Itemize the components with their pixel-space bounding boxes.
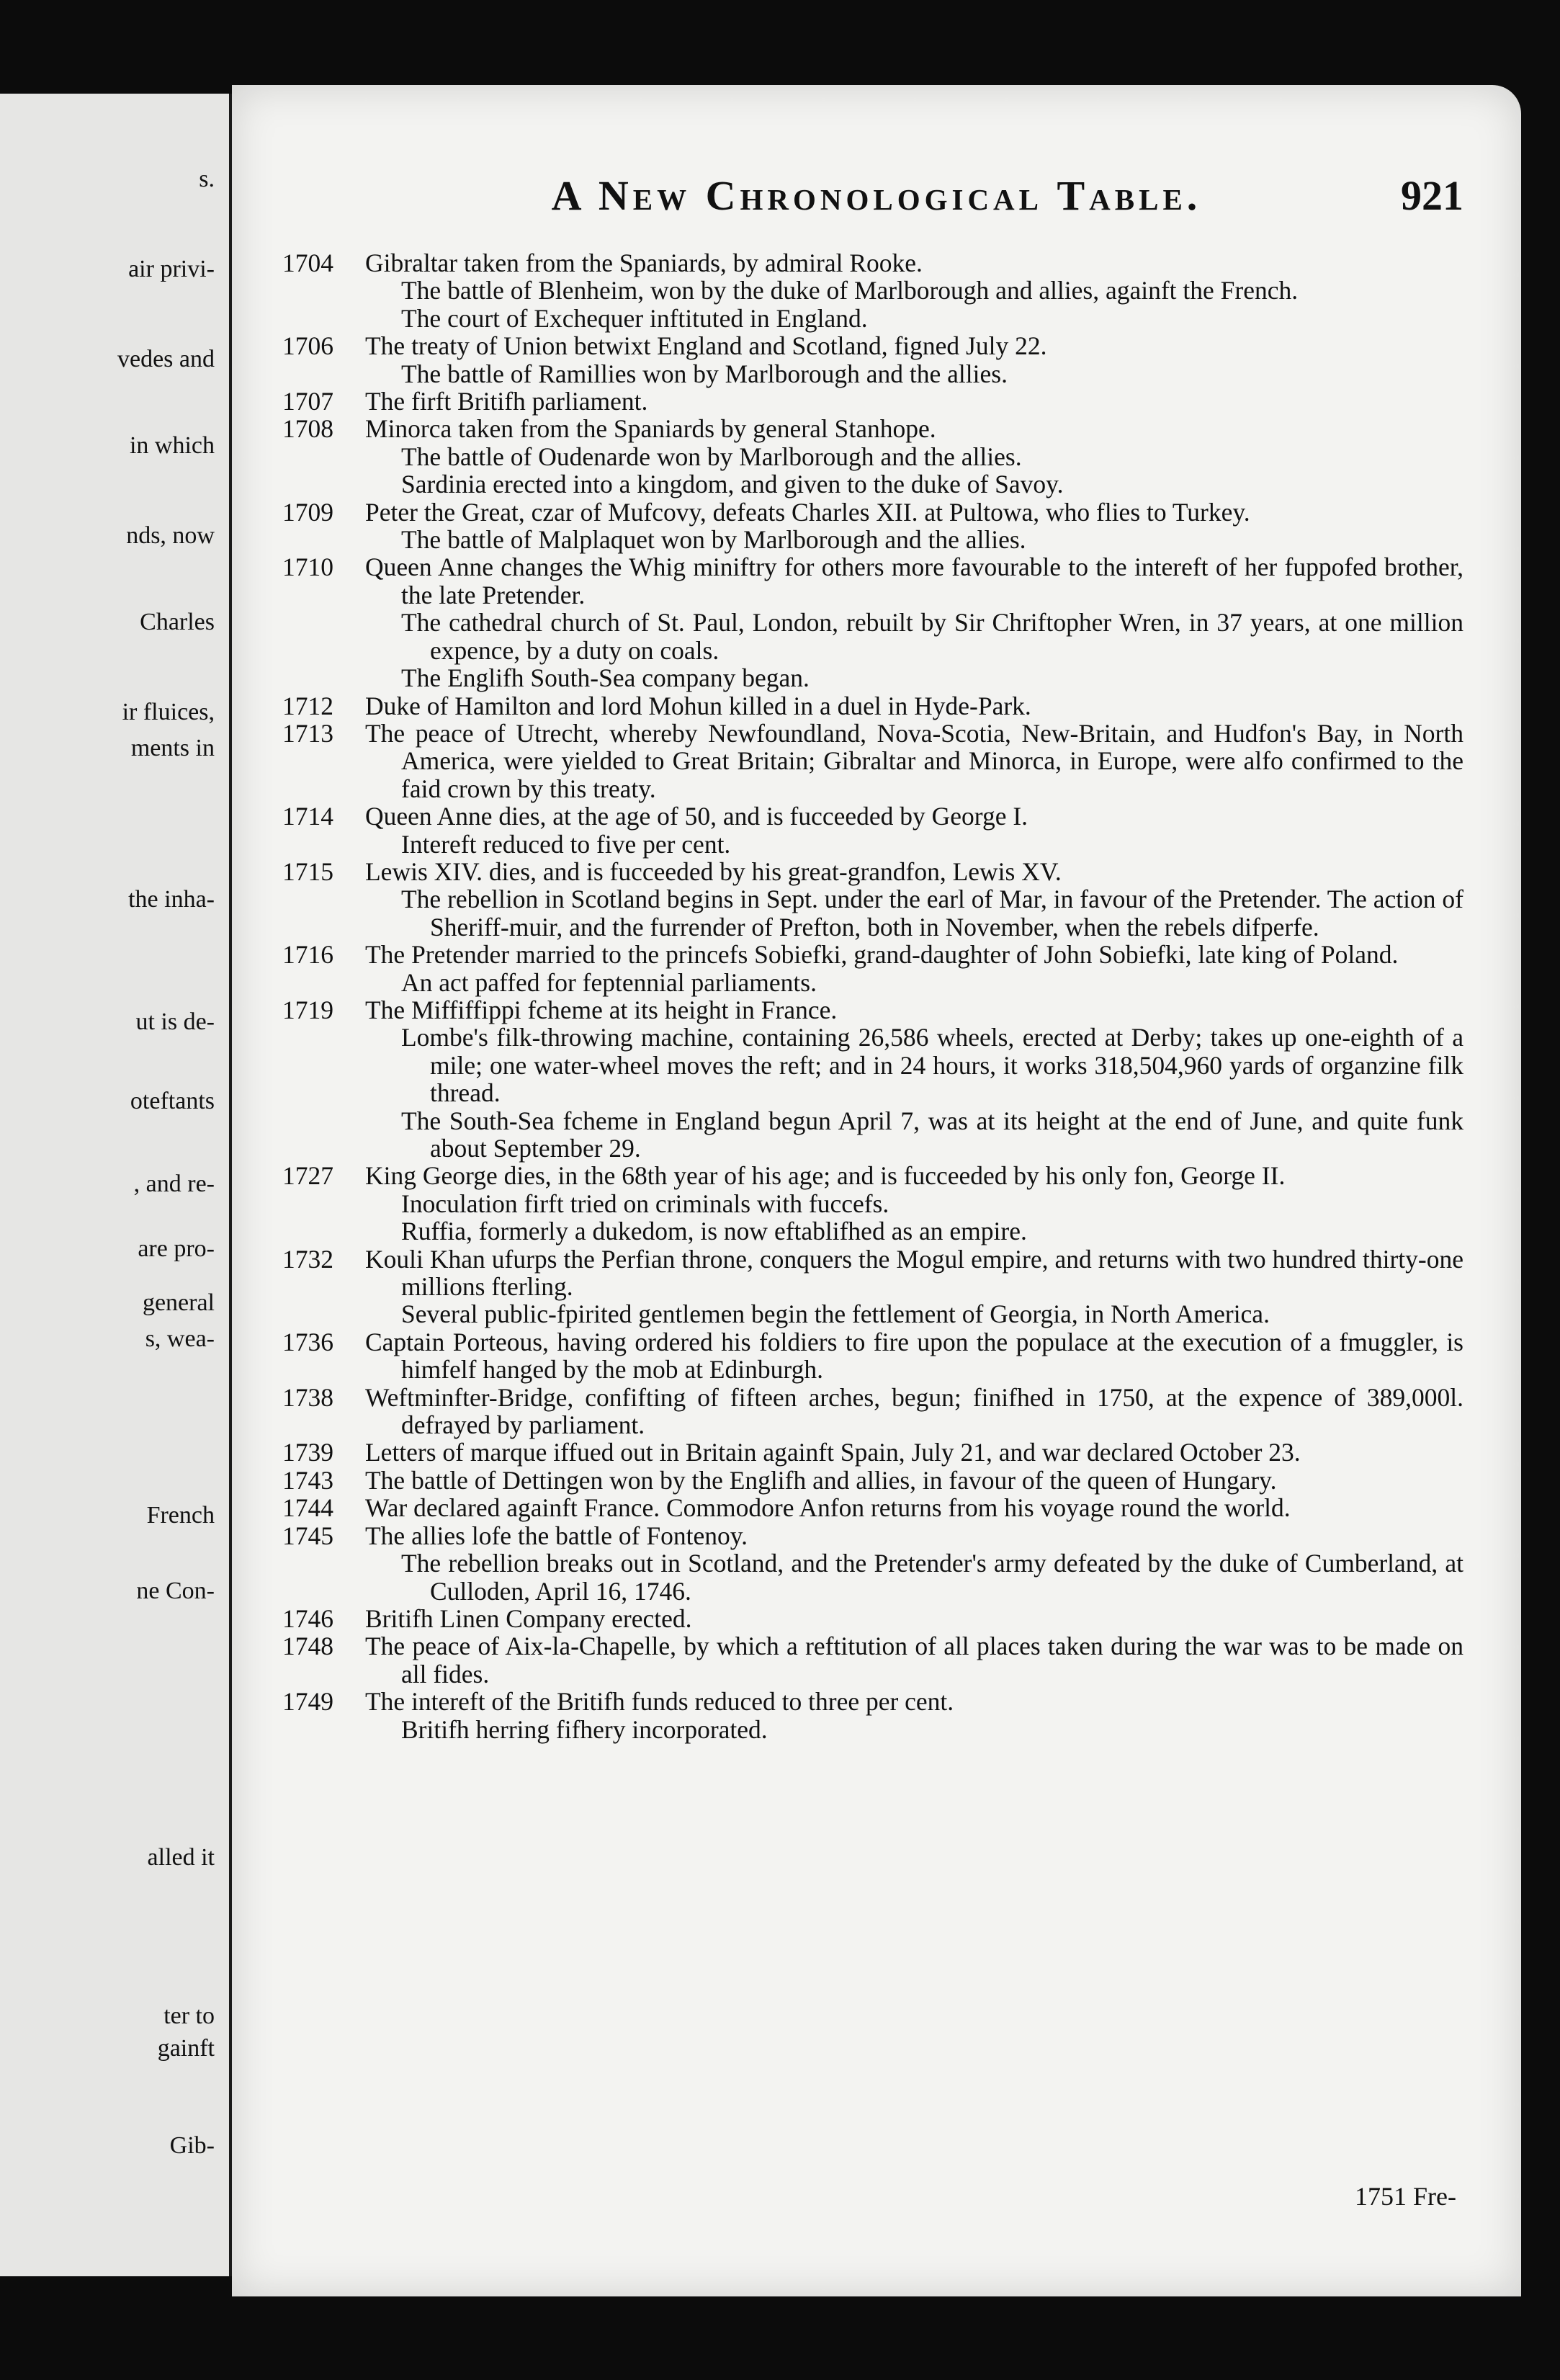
chronology-entry [232, 941, 1521, 968]
chronology-entry [232, 1688, 1521, 1715]
entry-year: 1749 [282, 1687, 333, 1717]
chronology-entry [232, 1217, 1521, 1245]
chronology-entry [232, 1605, 1521, 1632]
entry-text: The Pretender married to the princefs Sobiefki, grand-daughter of John Sobiefki, late king of Poland. [365, 940, 1399, 970]
chronology-entry [232, 609, 1521, 664]
entry-year: 1744 [282, 1493, 333, 1523]
entry-text: The battle of Dettingen won by the Englifh and allies, in favour of the queen of Hungary. [365, 1465, 1277, 1495]
entry-text: The battle of Oudenarde won by Marlborough and the allies. [401, 442, 1022, 471]
entry-text: The battle of Ramillies won by Marlborough and the allies. [401, 359, 1008, 388]
entry-text: The intereft of the Britifh funds reduced to three per cent. [365, 1687, 954, 1717]
chronology-entry [232, 360, 1521, 388]
left-margin-fragment: nds, now [126, 522, 215, 549]
entry-text: Britifh herring fifhery incorporated. [401, 1714, 768, 1744]
chronology-entry [232, 1522, 1521, 1549]
entry-year: 1736 [282, 1327, 333, 1356]
entry-text: The allies lofe the battle of Fontenoy. [365, 1521, 748, 1550]
main-page [232, 85, 1521, 2296]
chronology-entry [232, 1549, 1521, 1605]
left-margin-fragment: ne Con- [136, 1578, 215, 1604]
left-margin-fragment: s, wea- [145, 1325, 215, 1352]
entry-year: 1714 [282, 802, 333, 831]
entry-text: The battle of Blenheim, won by the duke of Marlborough and allies, againft the French. [401, 276, 1299, 305]
chronology-entry [232, 1439, 1521, 1466]
entry-year: 1739 [282, 1438, 333, 1467]
entry-text: The court of Exchequer inftituted in England. [401, 303, 868, 333]
entry-text: Duke of Hamilton and lord Mohun killed in a duel in Hyde-Park. [365, 691, 1031, 720]
left-margin-fragment: in which [129, 432, 215, 459]
entry-year: 1719 [282, 995, 333, 1024]
entry-text: The rebellion in Scotland begins in Sept. under the earl of Mar, in favour of the Pretender. The action of Sheriff-muir, and the furrender of Prefton, both in November, when the rebels difperfe. [401, 885, 1463, 941]
chronology-entry [232, 1190, 1521, 1217]
entry-year: 1713 [282, 718, 333, 748]
chronology-entry [232, 388, 1521, 415]
left-margin-fragment: oteftants [130, 1088, 215, 1114]
entry-text: Lombe's filk-throwing machine, containing 26,586 wheels, erected at Derby; takes up one-eighth of a mile; one water-wheel moves the reft; and in 24 hours, it works 318,504,960 yards of organzine filk thread. [401, 1023, 1463, 1108]
entry-year: 1715 [282, 856, 333, 886]
chronology-entry [232, 720, 1521, 802]
entry-year: 1712 [282, 691, 333, 720]
entry-text: Queen Anne changes the Whig miniftry for others more favourable to the intereft of her fuppofed brother, the late Pretender. [365, 552, 1463, 609]
entry-text: Lewis XIV. dies, and is fucceeded by his great-grandfon, Lewis XV. [365, 856, 1062, 886]
entry-year: 1743 [282, 1465, 333, 1495]
left-margin-fragment: gainft [157, 2035, 215, 2062]
page-header [232, 171, 1521, 229]
entry-year: 1707 [282, 387, 333, 416]
left-margin-fragment: Gib- [169, 2132, 215, 2159]
chronology-entry [232, 885, 1521, 941]
catchword: 1751 Fre- [1355, 2182, 1456, 2211]
left-margin-fragment: the inha- [128, 886, 215, 913]
entry-year: 1738 [282, 1382, 333, 1412]
entry-text: Britifh Linen Company erected. [365, 1603, 692, 1633]
chronology-entry [232, 1716, 1521, 1743]
entry-text: Ruffia, formerly a dukedom, is now eftablifhed as an empire. [401, 1217, 1027, 1246]
chronology-entry [232, 1300, 1521, 1328]
entry-year: 1746 [282, 1603, 333, 1633]
chronology-entry [232, 969, 1521, 996]
entry-year: 1706 [282, 331, 333, 361]
left-margin-fragment: alled it [147, 1844, 215, 1871]
entry-year: 1709 [282, 497, 333, 527]
entry-text: The treaty of Union betwixt England and Scotland, figned July 22. [365, 331, 1047, 361]
chronology-entries [232, 249, 1521, 1743]
page-number: 921 [1401, 172, 1463, 219]
chronology-entry [232, 526, 1521, 553]
left-margin-fragment: , and re- [133, 1171, 215, 1197]
entry-year: 1732 [282, 1244, 333, 1274]
entry-text: The peace of Utrecht, whereby Newfoundland, Nova-Scotia, New-Britain, and Hudfon's Bay, in North America, were yielded to Great Britain; Gibraltar and Minorca, in Europe, were alfo confirmed to the faid crown by this treaty. [365, 718, 1463, 803]
chronology-entry [232, 1245, 1521, 1301]
entry-text: Several public-fpirited gentlemen begin the fettlement of Georgia, in North America. [401, 1299, 1270, 1329]
entry-text: The Miffiffippi fcheme at its height in France. [365, 995, 838, 1024]
entry-text: Gibraltar taken from the Spaniards, by admiral Rooke. [365, 249, 923, 277]
entry-text: Weftminfter-Bridge, confifting of fifteen arches, begun; finifhed in 1750, at the expence of 389,000l. defrayed by parliament. [365, 1382, 1463, 1440]
entry-text: The South-Sea fcheme in England begun April 7, was at its height at the end of June, and quite funk about September 29. [401, 1106, 1463, 1163]
left-margin-fragment: general [142, 1289, 215, 1316]
entry-text: Letters of marque iffued out in Britain againft Spain, July 21, and war declared October 23. [365, 1438, 1301, 1467]
entry-text: The firft Britifh parliament. [365, 387, 648, 416]
entry-text: The cathedral church of St. Paul, London, rebuilt by Sir Chriftopher Wren, in 37 years, at one million expence, by a duty on coals. [401, 608, 1463, 665]
entry-text: King George dies, in the 68th year of his age; and is fucceeded by his only fon, George II. [365, 1161, 1286, 1191]
entry-text: The peace of Aix-la-Chapelle, by which a reftitution of all places taken during the war was to be made on all fides. [365, 1632, 1463, 1688]
chronology-entry [232, 1632, 1521, 1688]
chronology-entry [232, 1384, 1521, 1439]
chronology-entry [232, 1494, 1521, 1521]
left-margin-fragment: s. [199, 166, 215, 192]
left-margin-fragment: vedes and [117, 346, 215, 372]
entry-text: The battle of Malplaquet won by Marlborough and the allies. [401, 525, 1026, 555]
chronology-entry [232, 470, 1521, 498]
chronology-entry [232, 1107, 1521, 1163]
chronology-entry [232, 1162, 1521, 1189]
left-margin-fragment: ter to [163, 2003, 215, 2029]
chronology-entry [232, 332, 1521, 359]
left-page-fragment [0, 94, 233, 2276]
entry-text: Captain Porteous, having ordered his foldiers to fire upon the populace at the execution of a fmuggler, is himfelf hanged by the mob at Edinburgh. [365, 1327, 1463, 1384]
entry-year: 1704 [282, 249, 333, 277]
left-margin-fragment: ir fluices, [122, 699, 215, 725]
entry-text: Inoculation firft tried on criminals with fuccefs. [401, 1189, 889, 1218]
chronology-entry [232, 1467, 1521, 1494]
chronology-entry [232, 831, 1521, 858]
entry-text: Intereft reduced to five per cent. [401, 829, 731, 859]
entry-year: 1727 [282, 1161, 333, 1191]
left-margin-fragment: ments in [130, 735, 215, 761]
chronology-entry [232, 498, 1521, 526]
chronology-entry [232, 692, 1521, 720]
left-margin-fragment: ut is de- [135, 1008, 215, 1035]
entry-text: Peter the Great, czar of Mufcovy, defeats Charles XII. at Pultowa, who flies to Turkey. [365, 497, 1250, 527]
left-margin-fragment: French [146, 1502, 215, 1529]
chronology-entry [232, 249, 1521, 277]
chronology-entry [232, 802, 1521, 830]
entry-year: 1745 [282, 1521, 333, 1550]
chronology-entry [232, 1328, 1521, 1384]
chronology-entry [232, 443, 1521, 470]
entry-text: Minorca taken from the Spaniards by general Stanhope. [365, 414, 936, 444]
chronology-entry [232, 858, 1521, 885]
entry-year: 1710 [282, 552, 333, 582]
entry-year: 1716 [282, 940, 333, 970]
entry-text: War declared againft France. Commodore Anfon returns from his voyage round the world. [365, 1493, 1291, 1523]
entry-year: 1748 [282, 1632, 333, 1661]
chronology-entry [232, 553, 1521, 609]
running-title: A New Chronological Table. [551, 172, 1202, 219]
entry-text: Queen Anne dies, at the age of 50, and is fucceeded by George I. [365, 802, 1028, 831]
chronology-entry [232, 305, 1521, 332]
entry-text: An act paffed for feptennial parliaments. [401, 967, 817, 997]
left-margin-fragment: Charles [140, 609, 215, 635]
chronology-entry [232, 996, 1521, 1024]
entry-text: The rebellion breaks out in Scotland, and the Pretender's army defeated by the duke of Cumberland, at Culloden, April 16, 1746. [401, 1549, 1463, 1606]
chronology-entry [232, 664, 1521, 692]
entry-text: Sardinia erected into a kingdom, and given to the duke of Savoy. [401, 470, 1064, 499]
entry-text: The Englifh South-Sea company began. [401, 663, 810, 693]
chronology-entry [232, 1024, 1521, 1106]
entry-year: 1708 [282, 414, 333, 444]
entry-text: Kouli Khan ufurps the Perfian throne, conquers the Mogul empire, and returns with two hundred thirty-one millions fterling. [365, 1244, 1463, 1302]
left-margin-fragment: are pro- [138, 1235, 215, 1262]
left-margin-fragment: air privi- [128, 256, 215, 282]
chronology-entry [232, 415, 1521, 442]
chronology-entry [232, 277, 1521, 304]
